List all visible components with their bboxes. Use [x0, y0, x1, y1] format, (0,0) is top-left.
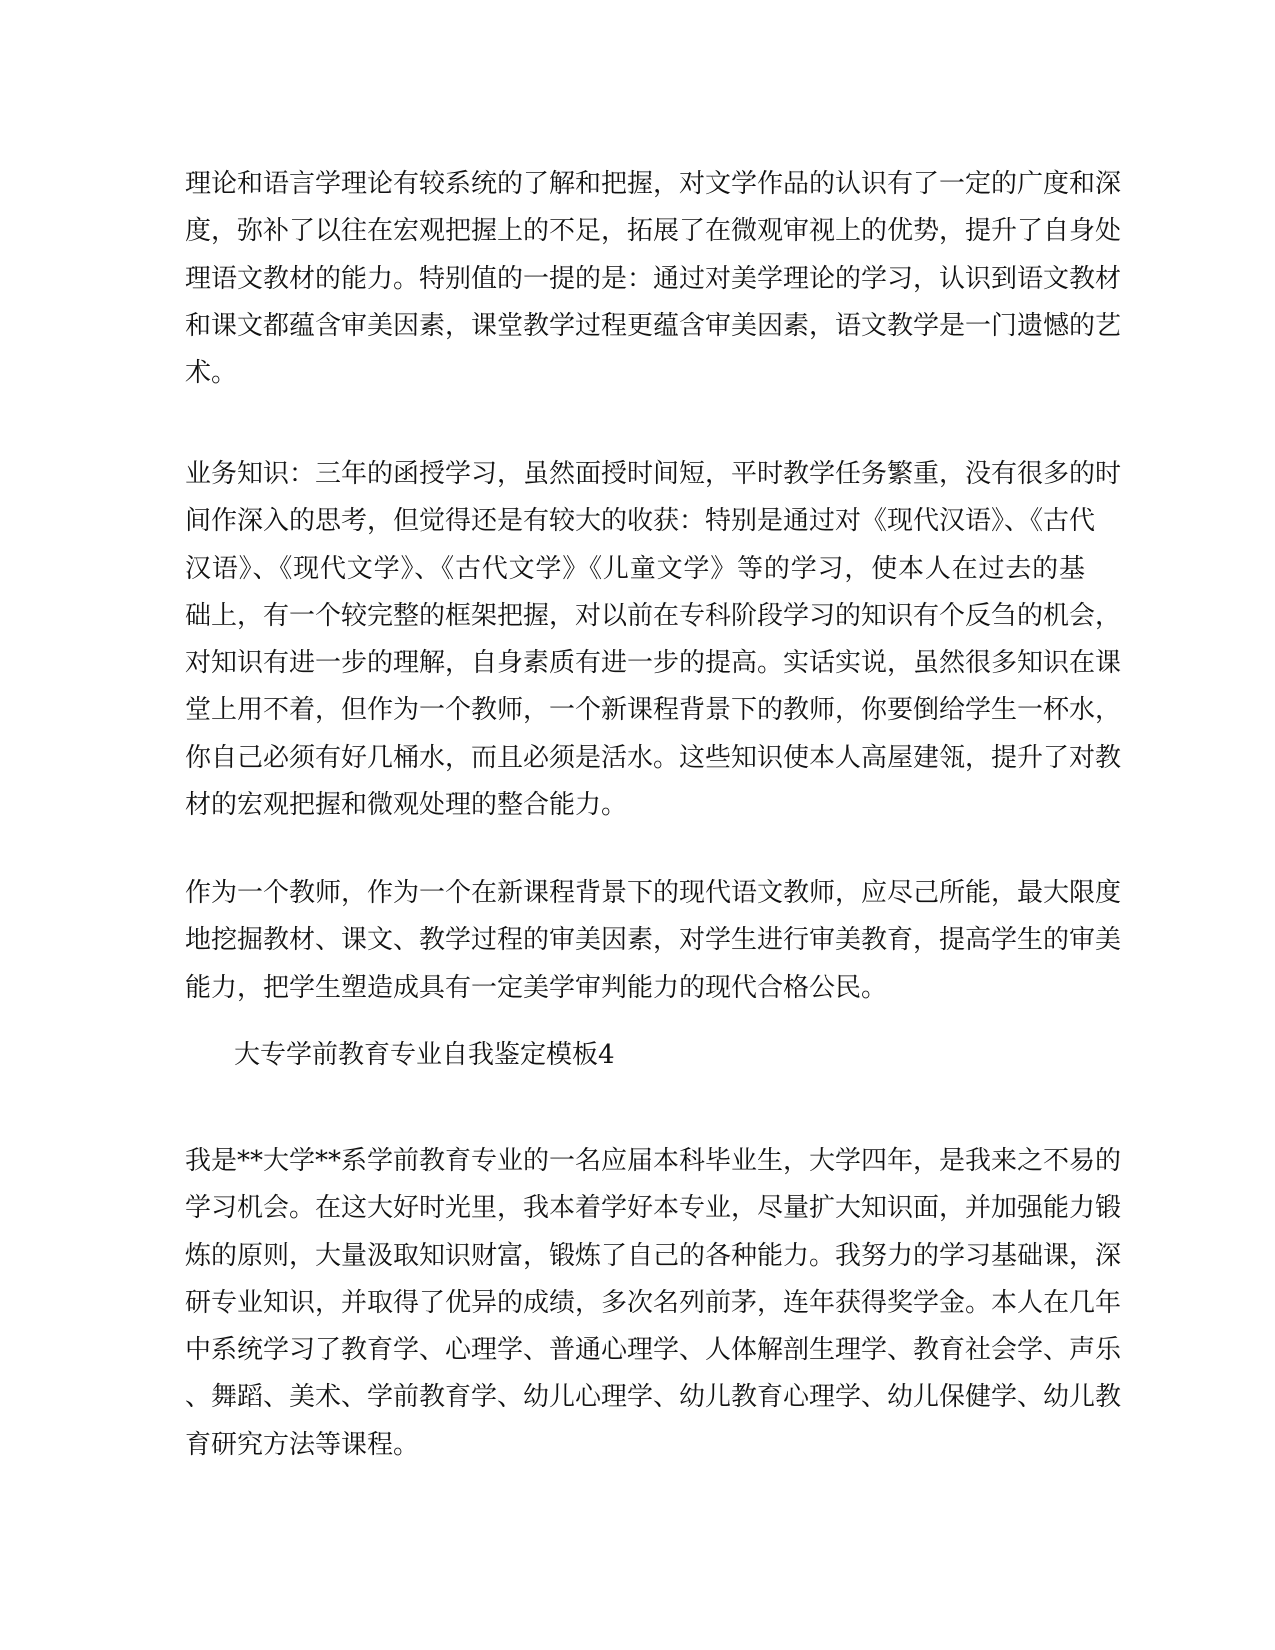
paragraph-professional-knowledge [185, 451, 1122, 829]
paragraph-line: 度，弥补了以往在宏观把握上的不足，拓展了在微观审视上的优势，提升了自身处 [185, 216, 1122, 247]
paragraph-line: 研专业知识，并取得了优异的成绩，多次名列前茅，连年获得奖学金。本人在几年 [185, 1287, 1122, 1318]
paragraph-line: 、舞蹈、美术、学前教育学、幼儿心理学、幼儿教育心理学、幼儿保健学、幼儿教 [185, 1382, 1122, 1413]
paragraph-line: 能力，把学生塑造成具有一定美学审判能力的现代合格公民。 [185, 972, 888, 1003]
paragraph-line: 理语文教材的能力。特别值的一提的是：通过对美学理论的学习，认识到语文教材 [185, 263, 1122, 294]
paragraph-line: 术。 [185, 358, 238, 389]
paragraph-line: 中系统学习了教育学、心理学、普通心理学、人体解剖生理学、教育社会学、声乐 [185, 1335, 1122, 1366]
paragraph-line: 材的宏观把握和微观处理的整合能力。 [185, 790, 628, 821]
paragraph-line: 你自己必须有好几桶水，而且必须是活水。这些知识使本人高屋建瓴，提升了对教 [185, 742, 1122, 773]
paragraph-line: 和课文都蕴含审美因素，课堂教学过程更蕴含审美因素，语文教学是一门遗憾的艺 [185, 310, 1122, 341]
paragraph-line: 对知识有进一步的理解，自身素质有进一步的提高。实话实说，虽然很多知识在课 [185, 648, 1122, 679]
paragraph-self-introduction [185, 1138, 1122, 1469]
paragraph-line: 础上，有一个较完整的框架把握，对以前在专科阶段学习的知识有个反刍的机会， [185, 600, 1122, 631]
paragraph-line: 育研究方法等课程。 [185, 1429, 420, 1460]
paragraph-line: 间作深入的思考，但觉得还是有较大的收获：特别是通过对《现代汉语》、《古代 [185, 506, 1096, 537]
paragraph-line: 理论和语言学理论有较系统的了解和把握，对文学作品的认识有了一定的广度和深 [185, 169, 1122, 199]
paragraph-line: 堂上用不着，但作为一个教师，一个新课程背景下的教师，你要倒给学生一杯水， [185, 695, 1122, 726]
paragraph-line: 我是**大学**系学前教育专业的一名应届本科毕业生，大学四年，是我来之不易的 [185, 1146, 1122, 1176]
paragraph-line: 地挖掘教材、课文、教学过程的审美因素，对学生进行审美教育，提高学生的审美 [185, 925, 1122, 956]
paragraph-line: 学习机会。在这大好时光里，我本着学好本专业，尽量扩大知识面，并加强能力锻 [185, 1193, 1122, 1224]
paragraph-teacher-role [185, 870, 1122, 1012]
paragraph-line: 汉语》、《现代文学》、《古代文学》《儿童文学》等的学习，使本人在过去的基 [185, 553, 1085, 584]
paragraph-line: 作为一个教师，作为一个在新课程背景下的现代语文教师，应尽己所能，最大限度 [185, 878, 1122, 908]
paragraph-literary-theory [185, 161, 1122, 397]
paragraph-line: 业务知识：三年的函授学习，虽然面授时间短，平时教学任务繁重，没有很多的时 [185, 459, 1122, 489]
paragraph-line: 炼的原则，大量汲取知识财富，锻炼了自己的各种能力。我努力的学习基础课，深 [185, 1240, 1122, 1271]
section-heading: 大专学前教育专业自我鉴定模板4 [234, 1040, 615, 1070]
